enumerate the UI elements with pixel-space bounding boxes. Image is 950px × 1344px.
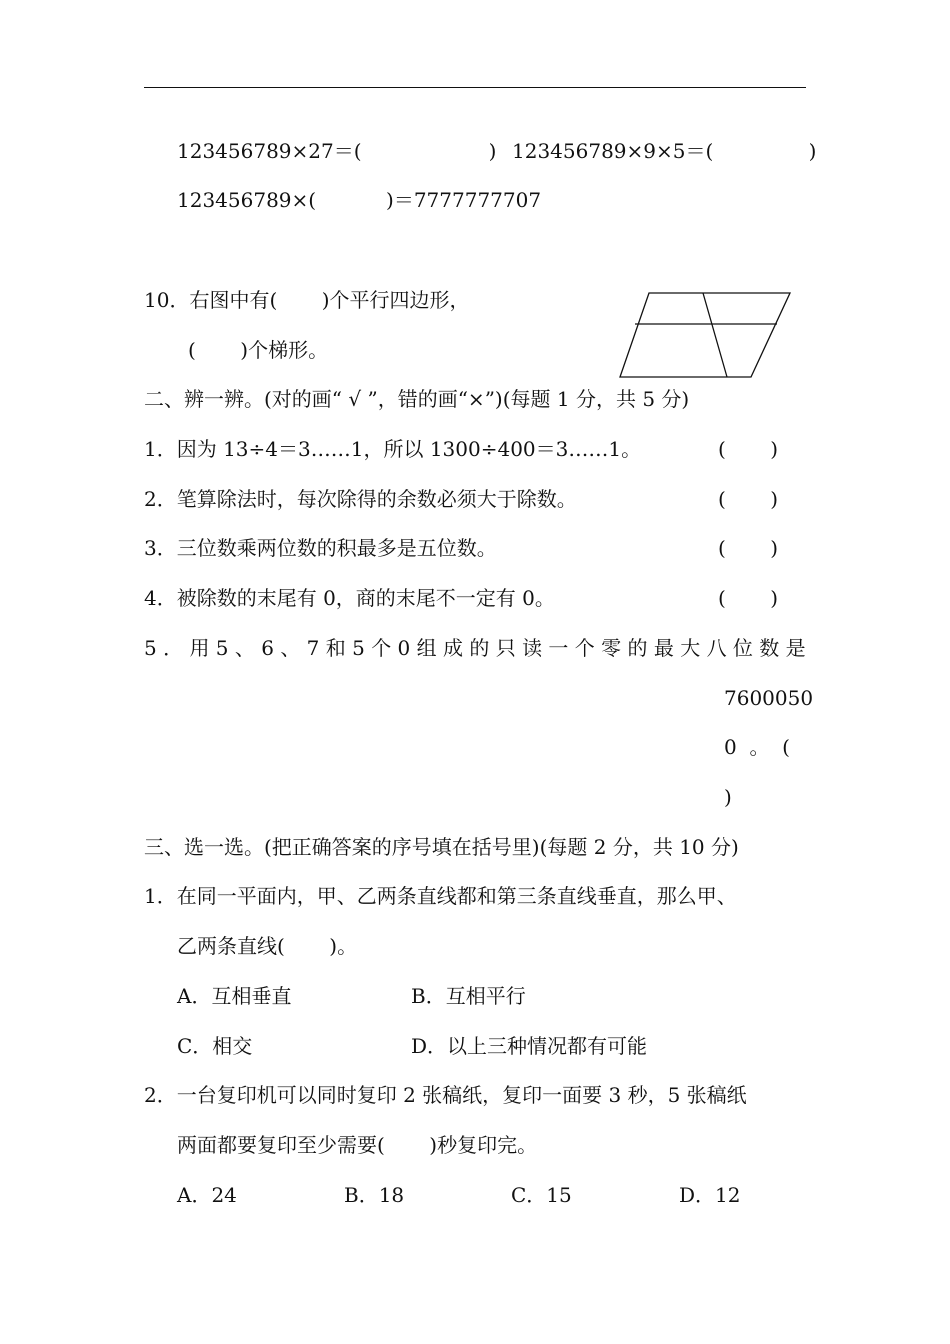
judge-answer-blank-1[interactable]: ( )	[718, 437, 779, 461]
choice-2-option-b[interactable]: B．18	[344, 1183, 405, 1207]
section-3-heading: 三、选一选。(把正确答案的序号填在括号里)(每题 2 分，共 10 分)	[144, 835, 739, 859]
parallelogram-figure	[610, 285, 800, 385]
section-2-heading: 二、辨一辨。(对的画“ √ ”，错的画“×”)(每题 1 分，共 5 分)	[144, 387, 690, 411]
choice-question-1-line-2: 乙两条直线( )。	[177, 934, 358, 958]
judge-answer-blank-3[interactable]: ( )	[718, 536, 779, 560]
choice-2-option-d[interactable]: D．12	[679, 1183, 741, 1207]
question-10-line-2: ( )个梯形。	[188, 338, 329, 362]
judge-question-1: 1．因为 13÷4＝3……1，所以 1300÷400＝3……1。	[144, 437, 642, 461]
choice-question-2-line-2: 两面都要复印至少需要( )秒复印完。	[177, 1133, 538, 1157]
choice-2-option-a[interactable]: A．24	[177, 1183, 237, 1207]
choice-1-option-d[interactable]: D．以上三种情况都有可能	[411, 1034, 648, 1058]
figure-slanted-line	[703, 293, 727, 377]
choice-1-option-b[interactable]: B．互相平行	[411, 984, 526, 1008]
judge-question-5-number-end: 0 。 (	[724, 735, 790, 759]
choice-1-option-c[interactable]: C．相交	[177, 1034, 253, 1058]
choice-question-2-line-1: 2．一台复印机可以同时复印 2 张稿纸，复印一面要 3 秒，5 张稿纸	[144, 1083, 747, 1107]
calc-line-1b: 123456789×9×5＝( )	[512, 139, 817, 163]
choice-question-1-line-1: 1．在同一平面内，甲、乙两条直线都和第三条直线垂直，那么甲、	[144, 884, 737, 908]
judge-question-3: 3．三位数乘两位数的积最多是五位数。	[144, 536, 497, 560]
judge-question-5-number: 7600050	[724, 686, 814, 710]
judge-answer-blank-5[interactable]: )	[724, 785, 732, 809]
calc-line-2: 123456789×( )＝7777777707	[177, 188, 542, 212]
judge-question-4: 4．被除数的末尾有 0，商的末尾不一定有 0。	[144, 586, 555, 610]
judge-question-2: 2．笔算除法时，每次除得的余数必须大于除数。	[144, 487, 577, 511]
parallelogram-outline	[620, 293, 790, 377]
calc-line-1a: 123456789×27＝( )	[177, 139, 497, 163]
choice-1-option-a[interactable]: A．互相垂直	[177, 984, 292, 1008]
choice-2-option-c[interactable]: C．15	[511, 1183, 572, 1207]
judge-question-5: 5 ． 用 5 、 6 、 7 和 5 个 0 组 成 的 只 读 一 个 零 的 最 大 八 位 数 是	[144, 636, 806, 660]
judge-answer-blank-2[interactable]: ( )	[718, 487, 779, 511]
question-10-line-1: 10．右图中有( )个平行四边形，	[144, 288, 470, 312]
judge-answer-blank-4[interactable]: ( )	[718, 586, 779, 610]
header-rule	[144, 87, 806, 88]
